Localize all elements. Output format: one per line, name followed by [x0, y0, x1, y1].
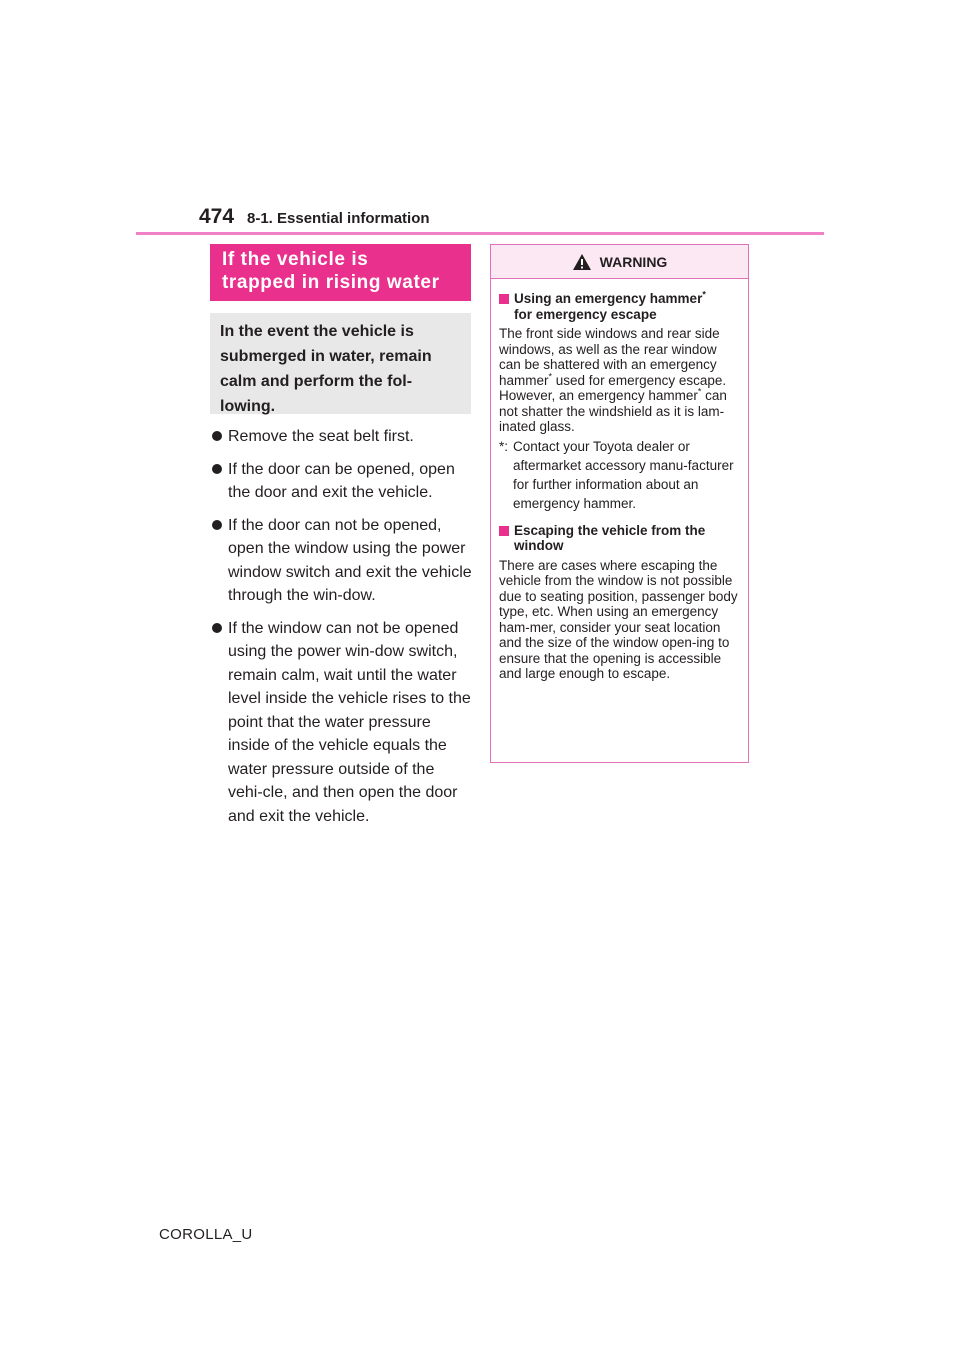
bullet-icon — [212, 520, 222, 530]
bullet-icon — [212, 623, 222, 633]
warning-paragraph — [499, 326, 740, 435]
list-item-text: If the window can not be opened using the power win-dow switch, remain calm, wait until the water level inside the vehicle rises to the point that the water pressure inside of the vehicle equals the water pressure outside of the vehi-cle, and then open the door and exit the vehicle. — [228, 619, 471, 825]
warning-label: WARNING — [599, 253, 668, 270]
list-item-text: Remove the seat belt first. — [228, 428, 414, 445]
bullet-icon — [212, 431, 222, 441]
warning-header — [491, 245, 748, 279]
warning-title-text: Escaping the vehicle from the window — [514, 522, 706, 553]
warning-title-text: Using an emergency hammer — [514, 291, 703, 306]
list-item — [210, 425, 472, 449]
instruction-list — [210, 416, 472, 828]
warning-text: There are cases where escaping the vehicle from the window is not possible due to seating position, passenger body type, etc. When using an emergency ham-mer, consider your seat location and the size of the window open-ing to ensure that the opening is accessible and large enough to escape. — [499, 557, 738, 681]
list-item — [210, 617, 472, 829]
warning-triangle-icon — [572, 253, 592, 271]
footnote-mark: * — [697, 386, 702, 397]
square-bullet-icon — [499, 526, 509, 536]
warning-body — [491, 279, 748, 682]
header-rule — [136, 232, 824, 235]
warning-text: used for emergency escape. However, an emergency hammer — [499, 372, 727, 403]
footer-model: COROLLA_U — [159, 1226, 253, 1243]
warning-paragraph — [499, 558, 740, 682]
footnote — [499, 437, 740, 513]
warning-text: The front side windows and rear side windows, as well as the rear window can be shattered with an emergency hammer — [499, 326, 720, 388]
warning-item-title — [499, 523, 740, 554]
section-title: 8-1. Essential information — [247, 210, 430, 227]
page-header — [199, 203, 824, 233]
footnote-mark: * — [548, 371, 553, 381]
section-heading-line2: trapped in rising water — [222, 272, 440, 293]
page-number: 474 — [199, 205, 235, 228]
section-heading-line1: If the vehicle is — [222, 249, 369, 270]
square-bullet-icon — [499, 294, 509, 304]
warning-text: can not shatter the windshield as it is lam-inated glass. — [499, 388, 727, 434]
list-item-text: If the door can be opened, open the door and exit the vehicle. — [228, 460, 455, 501]
intro-box — [210, 313, 471, 414]
section-heading — [210, 244, 471, 301]
list-item — [210, 514, 472, 608]
warning-item-title — [499, 291, 740, 322]
warning-title-text: for emergency escape — [514, 306, 657, 322]
footnote-marker: *: — [499, 438, 509, 454]
list-item-text: If the door can not be opened, open the window using the power window switch and exit the vehicle through the win-dow. — [228, 516, 472, 604]
list-item — [210, 458, 472, 505]
footnote-text: Contact your Toyota dealer or aftermarket accessory manu-facturer for further information about an emergency hammer. — [513, 438, 734, 511]
warning-box — [490, 244, 749, 763]
intro-text: In the event the vehicle is submerged in water, remain calm and perform the fol-lowing. — [220, 323, 432, 415]
bullet-icon — [212, 464, 222, 474]
footnote-mark: * — [702, 289, 706, 300]
